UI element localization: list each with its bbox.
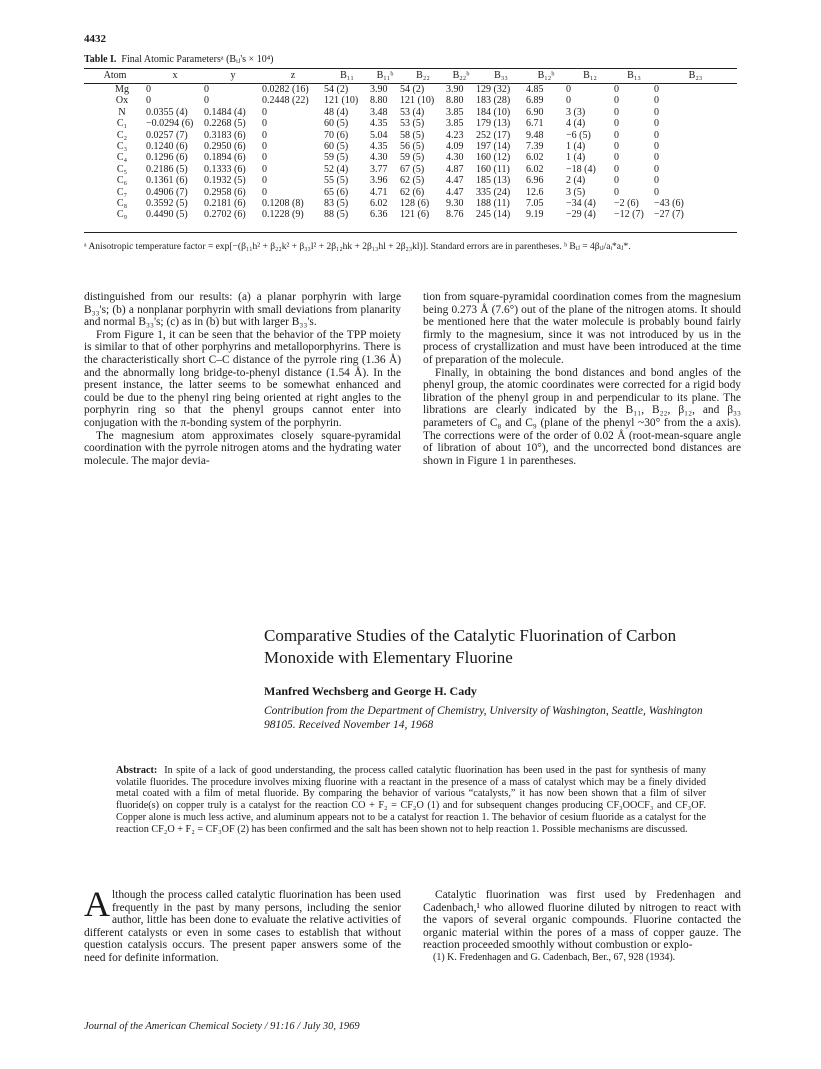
value-cell: 0.1228 (9) [262,209,304,221]
table-row [84,187,737,198]
value-cell: −18 (4) [566,163,596,175]
value-cell: 0 [614,152,619,164]
table-label: Table I. [84,54,117,65]
value-cell: 65 (6) [324,186,349,198]
value-cell: 3 (3) [566,106,586,118]
column-header: B₁₂ [566,69,614,84]
value-cell: 0.1333 (6) [204,163,246,175]
value-cell: 9.19 [526,209,544,221]
page-number: 4432 [84,33,106,45]
value-cell: 0 [262,106,267,118]
value-cell: 58 (5) [400,129,425,141]
reference-footnote: (1) K. Fredenhagen and G. Cadenbach, Ber., 67, 928 (1934). [433,951,676,963]
value-cell: 8.76 [446,209,464,221]
value-cell: 160 (12) [476,152,511,164]
value-cell: 54 (2) [400,84,425,95]
table-bottom-rule [84,232,737,233]
value-cell: 4.85 [526,84,544,95]
value-cell: 0 [262,129,267,141]
atom-label-cell: C₉ [116,209,128,221]
value-cell: −0.0294 (6) [146,118,194,130]
table-row [84,152,737,163]
value-cell: 121 (10) [400,95,435,107]
value-cell: 0 [204,95,209,107]
atom-label-cell: C₅ [116,163,128,175]
paragraph: tion from square-pyramidal coordination comes from the magnesium being 0.273 Å (7.6°) out of the plane of the nitrogen atoms. It should be mentioned here that the water molecule is probably bound fairly firmly to the magnesium, since it was not introduced by us in the process of crystallization and must have been introduced at the time of preparation of the molecule. [423,291,741,366]
abstract [116,765,706,835]
value-cell: 0.2448 (22) [262,95,309,107]
table-body [84,84,737,221]
value-cell: 56 (5) [400,141,425,153]
value-cell: 0.1240 (6) [146,141,188,153]
column-header: B₂₃ [654,69,737,84]
column-header: y [204,69,262,84]
intro-left-column [84,884,401,965]
value-cell: 0.2181 (6) [204,198,246,210]
value-cell: 4.71 [370,186,388,198]
value-cell: 3.77 [370,163,388,175]
value-cell: 0 [654,163,659,175]
column-header: B₃₃ [476,69,526,84]
value-cell: 0.4906 (7) [146,186,188,198]
value-cell: 0.1894 (6) [204,152,246,164]
value-cell: 9.48 [526,129,544,141]
paragraph: From Figure 1, it can be seen that the behavior of the TPP moiety is similar to that of other porphyrins and metalloporphyrins. There is the characteristically short C–C distance of the pyrrole ring (1.36 Å) and the abnormally long bridge-to-phenyl distance (1.54 Å). In the present instance, the latter seems to be somewhat enhanced and could be due to the phenyl ring being oriented at right angles to the porphyrin ring so that the phenyl groups cannot enter into conjugation with the π-bonding system of the porphyrin. [84,328,401,429]
intro-right-column [423,889,741,963]
value-cell: 0.4490 (5) [146,209,188,221]
column-header: B₂₂ [400,69,446,84]
value-cell: 0 [654,175,659,187]
value-cell: 0.2950 (6) [204,141,246,153]
column-header: B₁₁ᵇ [370,69,400,84]
intro-right-text: Catalytic fluorination was first used by Fredenhagen and Cadenbach,¹ who allowed fluorine diluted by nitrogen to react with the vapors of several organic compounds. Fluorine contacted the organic material within the pores of a mass of copper gauze. The reaction proceeded smoothly without combustion or explo- [423,889,741,952]
value-cell: 0.3183 (6) [204,129,246,141]
value-cell: 4.47 [446,186,464,198]
value-cell: 0 [146,95,151,107]
table-row [84,95,737,106]
column-header: Atom [84,69,146,84]
value-cell: 179 (13) [476,118,511,130]
value-cell: 0.0282 (16) [262,84,309,95]
value-cell: −27 (7) [654,209,684,221]
value-cell: 121 (10) [324,95,359,107]
value-cell: 0 [614,106,619,118]
abstract-text: In spite of a lack of good understanding, the process called catalytic fluorination has been used in the past for synthesis of many volatile fluorides. The procedure involves mixing fluorine with a reactant in the presence of a mass of catalyst which may be a finely divided metal coated with a film of metal fluoride. By comparing the behavior of various “catalysts,” it has now been shown that a film of silver fluoride(s) on copper truly is a catalyst for the reaction CO + F₂ = CF₂O (1) and for subsequent changes producing CF₃OOCF₃ and CF₃OF. Copper alone is much less active, and aluminum appears not to be a catalyst for reaction 1. The behavior of cesium fluoride as a catalyst for the reaction CF₂O + F₂ = CF₃OF (2) has been confirmed and the salt has been shown not to help reaction 1. Possible mechanisms are discussed. [116,765,707,835]
value-cell: −6 (5) [566,129,591,141]
value-cell: 9.30 [446,198,464,210]
value-cell: 245 (14) [476,209,511,221]
atom-label-cell: C₃ [116,141,128,153]
value-cell: 0 [654,106,659,118]
article-title: Comparative Studies of the Catalytic Fluorination of Carbon Monoxide with Elementary Fluorine [264,626,677,667]
value-cell: 0 [654,186,659,198]
value-cell: 0 [262,141,267,153]
article-affiliation: Contribution from the Department of Chemistry, University of Washington, Seattle, Washington 98105. Received November 14, 1968 [264,705,703,731]
previous-article-right-column [423,291,741,467]
column-header: z [262,69,324,84]
value-cell: 0.2186 (5) [146,163,188,175]
value-cell: 6.02 [526,152,544,164]
value-cell: 0.3592 (5) [146,198,188,210]
table-caption-text: Final Atomic Parametersᵃ (Bᵢⱼ's × 10⁴) [121,54,274,65]
value-cell: 0 [614,129,619,141]
value-cell: 8.80 [370,95,388,107]
value-cell: 0.0257 (7) [146,129,188,141]
value-cell: 7.39 [526,141,544,153]
abstract-label: Abstract: [116,765,158,776]
column-header: B₁₂ᵇ [526,69,566,84]
atom-label-cell: C₄ [116,152,128,164]
value-cell: 335 (24) [476,186,511,198]
table-row [84,118,737,129]
value-cell: 4.23 [446,129,464,141]
value-cell: 62 (5) [400,175,425,187]
table-caption [84,54,274,65]
value-cell: 88 (5) [324,209,349,221]
value-cell: 3.85 [446,106,464,118]
value-cell: 3.48 [370,106,388,118]
value-cell: 0 [146,84,151,95]
value-cell: 3.90 [370,84,388,95]
table-row [84,209,737,220]
column-header: B₁₃ [614,69,654,84]
table-row [84,130,737,141]
value-cell: 6.36 [370,209,388,221]
value-cell: 0.1361 (6) [146,175,188,187]
value-cell: 62 (6) [400,186,425,198]
value-cell: 52 (4) [324,163,349,175]
value-cell: 0 [204,84,209,95]
value-cell: 0 [654,141,659,153]
value-cell: 4 (4) [566,118,586,130]
paragraph: The magnesium atom approximates closely square-pyramidal coordination with the pyrrole nitrogen atoms and the hydrating water molecule. The major devia- [84,429,401,467]
value-cell: 2 (4) [566,175,586,187]
atom-label-cell: C₇ [116,186,128,198]
value-cell: 5.04 [370,129,388,141]
value-cell: 60 (5) [324,118,349,130]
intro-paragraph [84,884,401,965]
value-cell: 83 (5) [324,198,349,210]
value-cell: 4.87 [446,163,464,175]
atomic-parameters-table [84,69,737,221]
table-footnote: ᵃ Anisotropic temperature factor = exp[−(β₁₁h² + β₂₂k² + β₃₃l² + 2β₁₂hk + 2β₁₃hl + 2β₂₃kl)]. Standard errors are in parentheses. ᵇ Bᵢⱼ = 4βᵢⱼ/aᵢ*aⱼ*. [84,242,631,252]
value-cell: 8.80 [446,95,464,107]
value-cell: 6.96 [526,175,544,187]
value-cell: 0 [262,118,267,130]
value-cell: −34 (4) [566,198,596,210]
value-cell: 4.30 [370,152,388,164]
value-cell: 0 [262,186,267,198]
value-cell: 0 [614,175,619,187]
value-cell: 4.30 [446,152,464,164]
value-cell: 0 [614,186,619,198]
value-cell: 6.02 [370,198,388,210]
value-cell: 59 (5) [400,152,425,164]
value-cell: 252 (17) [476,129,511,141]
column-header: x [146,69,204,84]
value-cell: 0.0355 (4) [146,106,188,118]
atom-label-cell: C₂ [116,129,128,141]
value-cell: 6.71 [526,118,544,130]
value-cell: 0 [262,152,267,164]
value-cell: 197 (14) [476,141,511,153]
atom-label-cell: C₈ [116,198,128,210]
table-row [84,164,737,175]
value-cell: 6.90 [526,106,544,118]
value-cell: 188 (11) [476,198,510,210]
value-cell: 0 [614,141,619,153]
value-cell: 3.85 [446,118,464,130]
value-cell: 0 [654,118,659,130]
table-row [84,175,737,186]
value-cell: 1 (4) [566,141,586,153]
atom-label-cell: C₆ [116,175,128,187]
value-cell: 6.02 [526,163,544,175]
value-cell: 0 [566,95,571,107]
value-cell: 0 [654,84,659,95]
journal-footer: Journal of the American Chemical Society / 91:16 / July 30, 1969 [84,1021,360,1032]
value-cell: 160 (11) [476,163,510,175]
value-cell: 60 (5) [324,141,349,153]
value-cell: 4.09 [446,141,464,153]
value-cell: 4.47 [446,175,464,187]
value-cell: −29 (4) [566,209,596,221]
value-cell: 185 (13) [476,175,511,187]
value-cell: −2 (6) [614,198,639,210]
value-cell: 0 [654,95,659,107]
atom-label-cell: Mg [115,84,129,95]
value-cell: 54 (2) [324,84,349,95]
value-cell: 0.1932 (5) [204,175,246,187]
atom-label-cell: C₁ [116,118,128,130]
value-cell: 0.2702 (6) [204,209,246,221]
value-cell: 0.1208 (8) [262,198,304,210]
value-cell: 0.1296 (6) [146,152,188,164]
value-cell: 0 [262,175,267,187]
value-cell: 4.35 [370,118,388,130]
value-cell: 3.90 [446,84,464,95]
atom-label-cell: Ox [115,95,129,107]
value-cell: 183 (28) [476,95,511,107]
value-cell: 12.6 [526,186,544,198]
table-row [84,84,737,96]
value-cell: 0 [654,129,659,141]
value-cell: −43 (6) [654,198,684,210]
value-cell: 0 [566,84,571,95]
value-cell: 53 (5) [400,118,425,130]
paragraph: distinguished from our results: (a) a planar porphyrin with large B₃₃'s; (b) a nonplanar porphyrin with small deviations from planarity and normal B₃₃'s; (c) as in (b) but with larger B₃₃'s. [84,291,401,329]
value-cell: 0 [614,84,619,95]
value-cell: 67 (5) [400,163,425,175]
value-cell: 121 (6) [400,209,430,221]
column-header: B₂₂ᵇ [446,69,476,84]
table-row [84,141,737,152]
table-header-row [84,69,737,84]
table-row [84,198,737,209]
article-authors: Manfred Wechsberg and George H. Cady [264,684,477,698]
value-cell: 3.96 [370,175,388,187]
value-cell: 0 [614,95,619,107]
value-cell: 53 (4) [400,106,425,118]
value-cell: 7.05 [526,198,544,210]
value-cell: 48 (4) [324,106,349,118]
value-cell: 4.35 [370,141,388,153]
value-cell: 55 (5) [324,175,349,187]
value-cell: 70 (6) [324,129,349,141]
intro-left-text: lthough the process called catalytic fluorination has been used frequently in the past by many persons, including the senior author, little has been done to evaluate the relative activities of different catalysts or even in some cases to establish that without question catalysis occurs. The present paper answers some of the need for definite information. [84,889,401,964]
value-cell: 3 (5) [566,186,586,198]
table-row [84,107,737,118]
value-cell: −12 (7) [614,209,644,221]
value-cell: 0 [614,163,619,175]
previous-article-left-column [84,291,401,467]
value-cell: 0.2958 (6) [204,186,246,198]
value-cell: 6.89 [526,95,544,107]
value-cell: 0 [654,152,659,164]
column-header: B₁₁ [324,69,370,84]
paragraph: Finally, in obtaining the bond distances and bond angles of the phenyl group, the atomic coordinates were corrected for a rigid body libration of the phenyl group in and perpendicular to its plane. The librations are clearly indicated by the B₁₁, B₂₂, β₁₂, and β₃₃ parameters of C₈ and C₉ (plane of the phenyl ~30° from the a axis). The corrections were of the order of 0.02 Å (root-mean-square angle of libration of about 10°), and the uncorrected bond distances are shown in Figure 1 in parentheses. [423,366,741,467]
value-cell: 0.1484 (4) [204,106,246,118]
value-cell: 128 (6) [400,198,430,210]
value-cell: 0 [262,163,267,175]
value-cell: 184 (10) [476,106,511,118]
value-cell: 129 (32) [476,84,511,95]
value-cell: 0 [614,118,619,130]
drop-cap: A [84,884,110,924]
value-cell: 0.2268 (5) [204,118,246,130]
atom-label-cell: N [118,106,126,118]
value-cell: 1 (4) [566,152,586,164]
value-cell: 59 (5) [324,152,349,164]
